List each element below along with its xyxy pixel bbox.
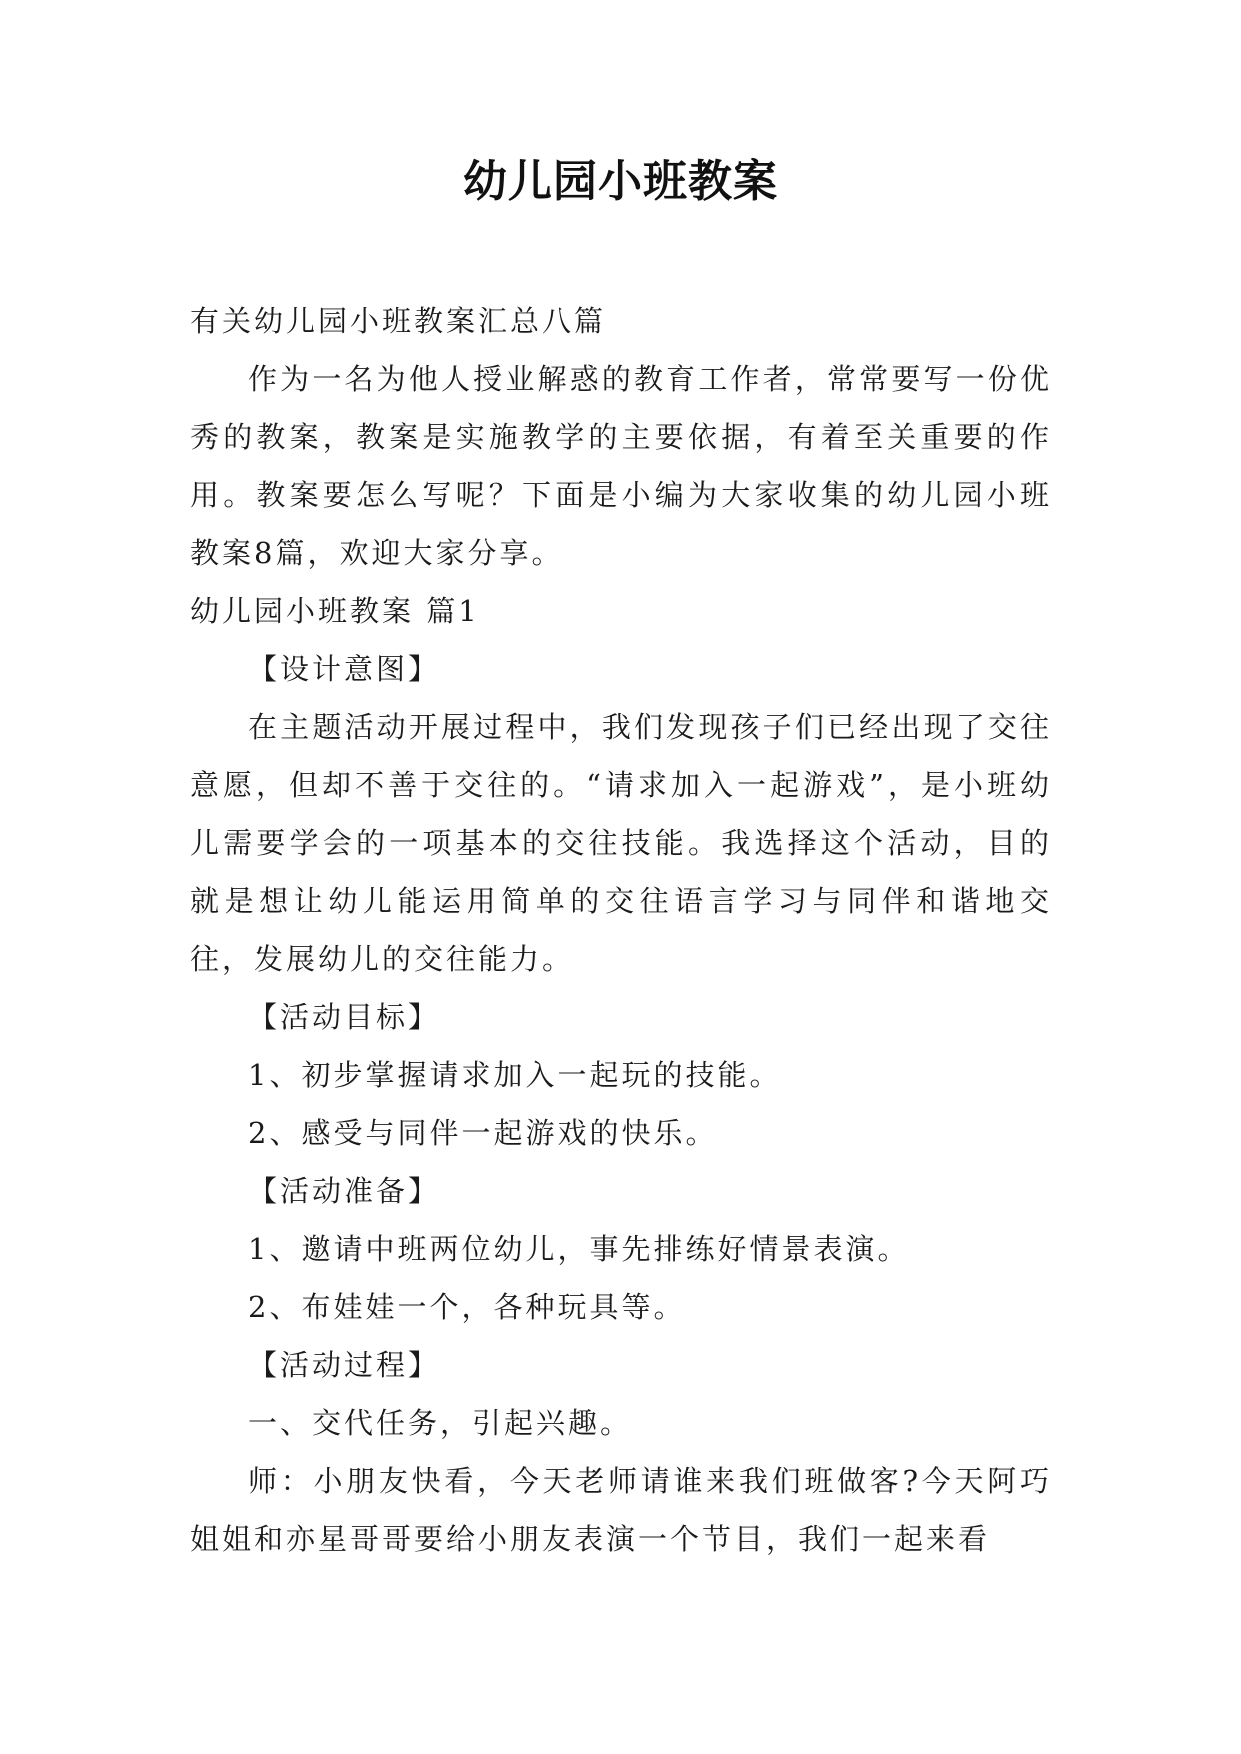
goal-item: 1、初步掌握请求加入一起玩的技能。	[248, 1058, 782, 1092]
intro-paragraph: 作为一名为他人授业解惑的教育工作者，常常要写一份优秀的教案，教案是实施教学的主要依据，有着至关重要的作用。教案要怎么写呢？下面是小编为大家收集的幼儿园小班教案8篇，欢迎大家分享。	[190, 362, 1052, 570]
subtitle-line: 有关幼儿园小班教案汇总八篇	[190, 304, 607, 338]
activity-process-heading: 【活动过程】	[248, 1348, 441, 1382]
design-intent-heading: 【设计意图】	[248, 652, 441, 686]
prep-item: 1、邀请中班两位幼儿，事先排练好情景表演。	[248, 1232, 910, 1266]
section-heading: 幼儿园小班教案 篇1	[190, 594, 480, 628]
process-step: 一、交代任务，引起兴趣。	[248, 1406, 633, 1440]
teacher-dialogue-paragraph: 师：小朋友快看，今天老师请谁来我们班做客?今天阿巧姐姐和亦星哥哥要给小朋友表演一个节目，我们一起来看	[190, 1464, 1052, 1556]
design-intent-paragraph: 在主题活动开展过程中，我们发现孩子们已经出现了交往意愿，但却不善于交往的。“请求加入一起游戏”，是小班幼儿需要学会的一项基本的交往技能。我选择这个活动，目的就是想让幼儿能运用简单的交往语言学习与同伴和谐地交往，发展幼儿的交往能力。	[190, 710, 1052, 976]
document-body	[190, 292, 1052, 1568]
goal-item: 2、感受与同伴一起游戏的快乐。	[248, 1116, 718, 1150]
activity-prep-heading: 【活动准备】	[248, 1174, 441, 1208]
document-title: 幼儿园小班教案	[463, 156, 778, 207]
activity-goals-heading: 【活动目标】	[248, 1000, 441, 1034]
prep-item: 2、布娃娃一个，各种玩具等。	[248, 1290, 686, 1324]
